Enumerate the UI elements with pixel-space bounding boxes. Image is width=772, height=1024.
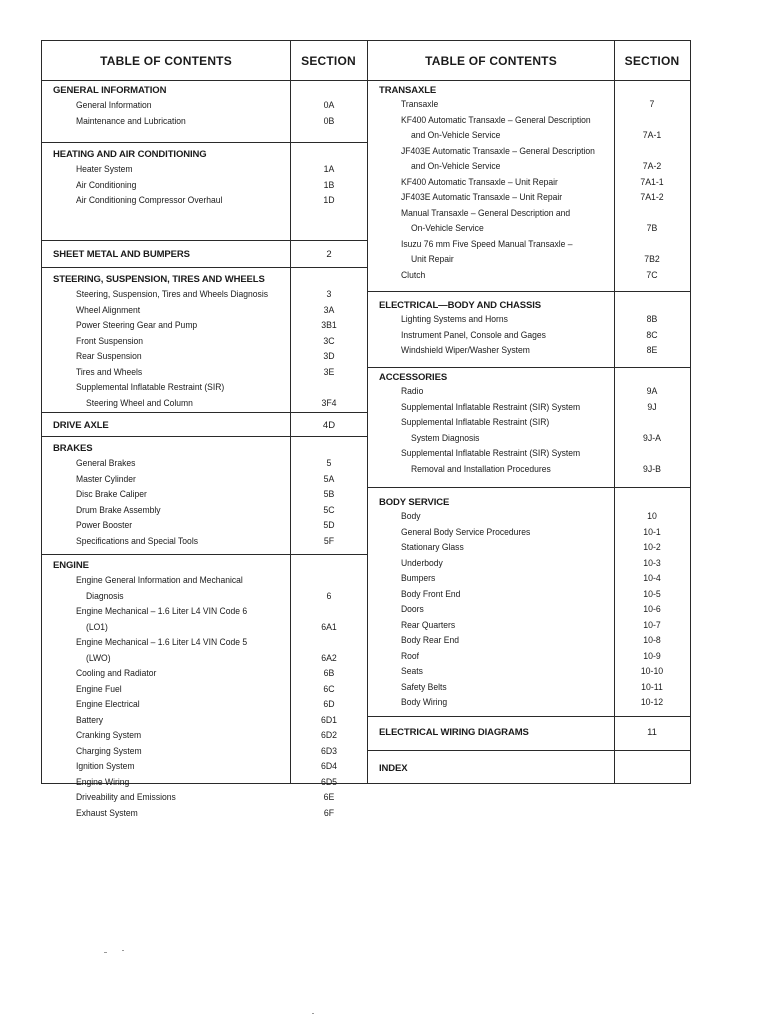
toc-group [368,81,690,292]
entry-label: Maintenance and Lubrication [76,115,186,127]
entry-label: Charging System [76,745,142,757]
left-column-header [42,41,367,81]
toc-group [368,717,690,751]
entry-label: Supplemental Inflatable Restraint (SIR) System [401,448,581,459]
entry-label: Stationary Glass [401,542,464,553]
entry-label: Engine Mechanical – 1.6 Liter L4 VIN Code 5 [76,637,248,648]
table-of-contents [41,40,691,819]
entry-label: Engine General Information and Mechanical [76,575,243,586]
section-code: 6D5 [320,776,338,788]
toc-group [368,751,690,825]
section-code: 6F [323,807,335,819]
toc-group [42,241,367,268]
group-title: INDEX [379,763,408,774]
section-code: 3F4 [321,397,337,409]
toc-group [42,143,367,241]
section-code: 5A [323,473,335,485]
entry-label-continued: and On-Vehicle Service [411,161,501,172]
group-title: STEERING, SUSPENSION, TIRES AND WHEELS [53,274,265,285]
scan-speck [104,952,107,953]
right-column-header [368,41,690,81]
entry-label-continued: System Diagnosis [411,432,480,444]
section-code: 10-6 [643,604,661,615]
toc-group [42,268,367,413]
group-title: BODY SERVICE [379,497,450,508]
section-code: 2 [326,249,332,260]
entry-label: Supplemental Inflatable Restraint (SIR) System [401,401,581,413]
entry-label: Specifications and Special Tools [76,535,198,547]
toc-group [368,488,690,717]
entry-label-continued: (LWO) [86,652,111,664]
entry-label: Engine Mechanical – 1.6 Liter L4 VIN Code 6 [76,606,248,617]
section-code: 8E [646,345,658,356]
entry-label-continued: Removal and Installation Procedures [411,463,551,475]
section-code: 11 [647,727,657,738]
section-code: 1A [323,164,335,175]
section-code: 5C [323,504,335,516]
entry-label: Supplemental Inflatable Restraint (SIR) [401,417,550,428]
section-code: 6A2 [321,652,337,664]
entry-label: Battery [76,714,104,726]
section-code: 6B [323,668,335,679]
entry-label: Isuzu 76 mm Five Speed Manual Transaxle – [401,238,573,250]
entry-label: Engine Electrical [76,699,140,710]
entry-label: Air Conditioning [76,179,137,191]
entry-label-continued: (LO1) [86,621,108,633]
entry-label: Disc Brake Caliper [76,489,147,500]
group-title: BRAKES [53,443,93,454]
section-code: 10-4 [643,573,661,584]
entry-label: Body Rear End [401,635,459,646]
section-code: 6D3 [320,745,338,757]
section-code: 10-8 [643,635,661,646]
toc-group [42,81,367,143]
entry-label: Heater System [76,164,133,175]
scan-speck [312,1013,314,1014]
entry-label: Steering, Suspension, Tires and Wheels Diagnosis [76,289,269,300]
entry-label: Safety Belts [401,681,447,693]
entry-label: Clutch [401,269,426,281]
section-code: 6C [323,683,335,695]
entry-label: Transaxle [401,99,439,110]
toc-group [42,437,367,555]
section-code: 3 [326,289,332,300]
section-code: 7A1-1 [640,176,664,188]
entry-label: Radio [401,386,424,397]
section-code: 6D [323,699,335,710]
section-code: 1D [323,195,335,206]
section-code: 3C [323,335,335,347]
toc-group [42,555,367,825]
entry-label: Roof [401,650,420,662]
entry-label: Body Wiring [401,697,448,708]
section-code: 10-2 [643,542,661,553]
left-column [42,41,368,819]
section-code: 10-7 [643,619,661,631]
section-code: 7A-1 [642,130,662,141]
entry-label: Tires and Wheels [76,366,143,378]
section-code: 4D [322,420,336,431]
section-code: 10-10 [640,666,664,677]
entry-label-continued: Diagnosis [86,590,124,602]
section-code: 8B [646,314,658,325]
entry-label-continued: On-Vehicle Service [411,223,484,234]
section-code: 6D4 [320,761,338,772]
entry-label-continued: Steering Wheel and Column [86,397,193,409]
group-title: ENGINE [53,560,89,571]
section-code: 10-3 [643,557,661,569]
right-column [368,41,690,783]
entry-label: Drum Brake Assembly [76,504,161,516]
section-code: 5F [323,535,335,547]
group-title: TRANSAXLE [379,85,437,96]
entry-label: Exhaust System [76,807,138,819]
entry-label: Seats [401,666,423,677]
group-title: ELECTRICAL WIRING DIAGRAMS [379,727,529,738]
entry-label: Engine Fuel [76,683,122,695]
section-code: 7 [649,99,655,110]
section-code: 8C [646,329,658,341]
section-code: 10-9 [643,650,661,662]
group-title: GENERAL INFORMATION [53,85,167,96]
group-title: ELECTRICAL—BODY AND CHASSIS [379,300,541,311]
section-code: 1B [323,179,335,191]
section-code: 6E [323,792,335,803]
entry-label: Underbody [401,557,443,569]
section-code: 7C [646,269,658,281]
section-code: 10-12 [640,697,664,708]
entry-label: Rear Quarters [401,619,456,631]
entry-label: Instrument Panel, Console and Gages [401,329,546,341]
entry-label: Body Front End [401,588,461,600]
toc-group [368,368,690,488]
entry-label: Manual Transaxle – General Description and [401,207,571,219]
section-code: 6D1 [320,714,338,726]
group-title: DRIVE AXLE [53,420,109,431]
entry-label: Bumpers [401,573,436,584]
section-code: 9J-B [643,463,661,475]
right-groups [368,81,690,783]
section-code: 3D [323,351,335,362]
section-code: 7B [646,223,658,234]
entry-label-continued: and On-Vehicle Service [411,130,501,141]
entry-label: Engine Wiring [76,776,130,788]
entry-label: Air Conditioning Compressor Overhaul [76,195,223,206]
entry-label: JF403E Automatic Transaxle – Unit Repair [401,192,563,203]
entry-label: General Information [76,100,152,111]
toc-group [368,292,690,368]
entry-label: Cranking System [76,730,142,741]
entry-label: Cooling and Radiator [76,668,157,679]
section-code: 6D2 [320,730,338,741]
entry-label: Power Steering Gear and Pump [76,320,198,331]
entry-label: General Brakes [76,458,136,469]
entry-label-continued: Unit Repair [411,254,454,265]
section-code: 3B1 [321,320,337,331]
section-code: 5 [326,458,332,469]
section-code: 0B [323,115,335,127]
section-code: 3E [323,366,335,378]
group-title: HEATING AND AIR CONDITIONING [53,149,207,160]
section-code: 7B2 [644,254,660,265]
section-code: 10 [647,511,657,522]
entry-label: KF400 Automatic Transaxle – General Description [401,114,591,126]
toc-heading: TABLE OF CONTENTS [425,54,557,68]
group-title: ACCESSORIES [379,372,448,383]
section-heading: SECTION [301,54,356,68]
entry-label: Supplemental Inflatable Restraint (SIR) [76,382,225,393]
section-heading: SECTION [624,54,680,68]
toc-group [42,413,367,437]
section-code: 5D [323,520,335,531]
entry-label: Rear Suspension [76,351,142,362]
section-code: 5B [323,489,335,500]
toc-heading: TABLE OF CONTENTS [100,54,232,68]
section-code: 7A1-2 [640,192,664,203]
entry-label: KF400 Automatic Transaxle – Unit Repair [401,176,558,188]
section-code: 0A [323,100,335,111]
left-groups [42,81,367,819]
entry-label: Windshield Wiper/Washer System [401,345,530,356]
entry-label: Ignition System [76,761,135,772]
entry-label: Doors [401,604,424,615]
section-code: 6A1 [321,621,337,633]
section-code: 10-5 [643,588,661,600]
entry-label: Master Cylinder [76,473,136,485]
section-code: 3A [323,304,335,316]
section-code: 6 [326,590,332,602]
section-code: 7A-2 [642,161,662,172]
entry-label: Body [401,511,421,522]
entry-label: Driveability and Emissions [76,792,176,803]
entry-label: Front Suspension [76,335,144,347]
entry-label: General Body Service Procedures [401,526,531,538]
entry-label: JF403E Automatic Transaxle – General Description [401,145,595,157]
entry-label: Lighting Systems and Horns [401,314,508,325]
group-title: SHEET METAL AND BUMPERS [53,249,190,260]
entry-label: Power Booster [76,520,133,531]
scan-speck [122,950,124,951]
entry-label: Wheel Alignment [76,304,141,316]
section-code: 10-11 [641,681,663,693]
section-code: 9J [647,401,657,413]
section-code: 9J-A [643,432,661,444]
section-code: 10-1 [643,526,661,538]
section-code: 9A [646,386,658,397]
